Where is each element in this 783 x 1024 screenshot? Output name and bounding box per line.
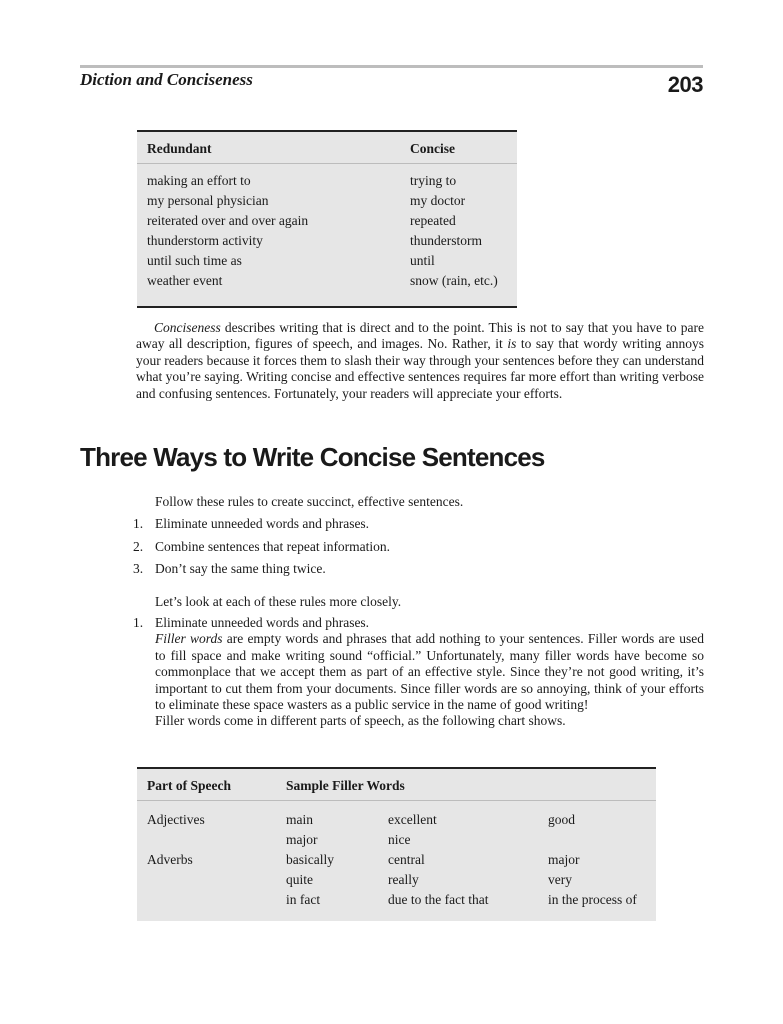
concise-cell: until (410, 253, 435, 268)
filler-word-cell: major (286, 832, 318, 847)
table-row (137, 233, 517, 253)
table-row (137, 812, 656, 832)
redundant-cell: reiterated over and over again (147, 213, 309, 228)
table-row (137, 872, 656, 892)
filler-word-cell: central (388, 852, 425, 867)
filler-word-cell: really (388, 872, 419, 887)
filler-words-table (137, 767, 656, 921)
list-text: Don’t say the same thing twice. (155, 561, 326, 576)
list-number: 1. (133, 615, 144, 630)
paragraph-text-b: to say that wordy writing annoys your readers because it forces them to slash their way through your sentences before they can understand what you’re saying. Writing concise and effective sentences requires far more effort than writing verbose and confusing sentences. Fortunately, your readers will appreciate your efforts. (136, 336, 704, 401)
part-of-speech-cell: Adverbs (147, 852, 193, 867)
filler-words-after: Filler words come in different parts of speech, as the following chart shows. (155, 713, 566, 729)
concise-cell: trying to (410, 173, 457, 188)
running-head: Diction and Conciseness (80, 70, 253, 89)
filler-words-paragraph (155, 631, 704, 713)
top-rule (80, 65, 703, 68)
part-of-speech-cell: Adjectives (147, 812, 205, 827)
filler-words-body: are empty words and phrases that add nothing to your sentences. Filler words are used to fill space and make writing sound “official.” Unfortunately, many filler words have become so commonplace that we accept them as part of an effective style. Since they’re not good writing, it’s important to cut them from your documents. Since filler words are so annoying, think of your efforts to eliminate these space wasters as a public service in the name of good writing! (155, 631, 704, 713)
filler-word-cell: good (548, 812, 575, 827)
concise-cell: thunderstorm (410, 233, 482, 248)
concise-cell: my doctor (410, 193, 466, 208)
column-header-part-of-speech: Part of Speech (147, 778, 231, 793)
filler-word-cell: in the process of (548, 892, 637, 907)
column-header-redundant: Redundant (147, 141, 212, 156)
conciseness-paragraph (136, 320, 704, 402)
column-header-concise: Concise (410, 141, 455, 156)
page-number: 203 (667, 72, 703, 97)
filler-word-cell: main (286, 812, 313, 827)
list-number: 2. (133, 538, 144, 554)
redundant-cell: making an effort to (147, 173, 251, 188)
list-text: Combine sentences that repeat information. (155, 538, 391, 554)
redundant-cell: my personal physician (147, 193, 269, 208)
table-row (137, 173, 517, 193)
table-row (137, 852, 656, 872)
filler-word-cell: very (548, 872, 572, 887)
list-number: 3. (133, 561, 144, 576)
list-number: 1. (133, 516, 144, 531)
filler-word-cell: in fact (286, 892, 321, 907)
lets-look-text: Let’s look at each of these rules more closely. (155, 594, 402, 609)
emphasis-is: is (507, 336, 517, 352)
concise-cell: repeated (410, 213, 456, 228)
filler-word-cell: due to the fact that (388, 892, 489, 907)
list-text: Eliminate unneeded words and phrases. (155, 516, 370, 531)
term-filler-words: Filler words (155, 631, 223, 647)
table-row (137, 273, 517, 293)
filler-word-cell: basically (286, 852, 334, 867)
rule1-title: Eliminate unneeded words and phrases. (155, 615, 370, 630)
filler-word-cell: excellent (388, 812, 437, 827)
table-row (137, 832, 656, 852)
table-header (137, 769, 656, 801)
redundant-cell: until such time as (147, 253, 242, 268)
filler-word-cell: quite (286, 872, 313, 887)
filler-word-cell: nice (388, 832, 411, 847)
redundant-concise-table (137, 130, 517, 308)
rules-intro: Follow these rules to create succinct, effective sentences. (155, 494, 464, 509)
redundant-cell: thunderstorm activity (147, 233, 263, 248)
table-row (137, 193, 517, 213)
redundant-cell: weather event (147, 273, 223, 288)
table-row (137, 213, 517, 233)
table-row (137, 253, 517, 273)
column-header-sample-filler-words: Sample Filler Words (286, 778, 405, 793)
table-header (137, 132, 517, 164)
concise-cell: snow (rain, etc.) (410, 273, 498, 288)
term-conciseness: Conciseness (154, 320, 221, 335)
paragraph-text-a: describes writing that is direct and to the point. This is not to say that you have to pare away all description, figures of speech, and images. No. Rather, it (136, 320, 704, 352)
filler-word-cell: major (548, 852, 580, 867)
table-row (137, 892, 656, 912)
section-title: Three Ways to Write Concise Sentences (80, 442, 545, 472)
